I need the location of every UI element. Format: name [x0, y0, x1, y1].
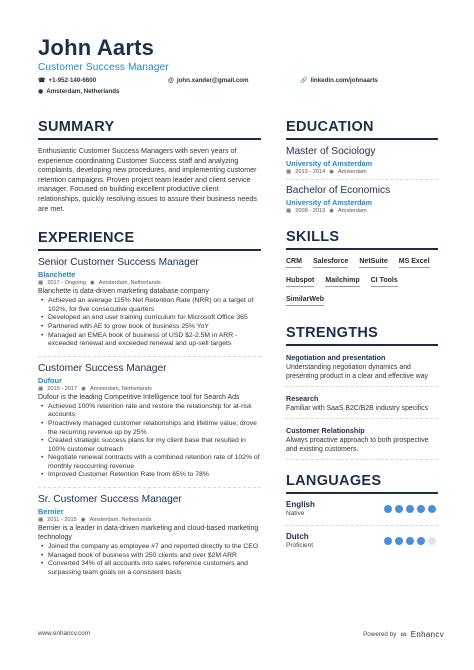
divider	[38, 356, 261, 357]
education-dates: 2013 - 2014	[295, 169, 326, 175]
job-location: Amsterdam, Netherlands	[98, 280, 161, 287]
company-description: Bernier is a leader in data-driven marketing and cloud-based marketing technology	[38, 525, 259, 542]
job-meta	[38, 386, 261, 392]
linkedin-text: linkedin.com/johnaarts	[310, 77, 378, 84]
email-contact	[168, 77, 249, 84]
bullet-item: • Achieved 100% retention rate and restore the relationship for at-risk accounts	[38, 403, 261, 420]
strengths-heading: STRENGTHS	[286, 324, 438, 346]
candidate-name: John Aarts	[38, 35, 155, 60]
education-list	[286, 146, 438, 218]
company-description: Dufour is the leading Competitive Intelligence tool for Search Ads	[38, 393, 240, 401]
divider	[38, 487, 261, 488]
candidate-role: Customer Success Manager	[38, 62, 169, 73]
strength-item	[286, 353, 438, 387]
experience-item	[38, 363, 261, 480]
brand-name: Enhancv	[410, 629, 444, 639]
education-item	[286, 185, 438, 218]
bullet-item: • Improved Customer Retention Rate from 65% to 78%	[38, 471, 261, 480]
rating-dot-filled	[395, 505, 403, 513]
map-pin-icon: ◉	[329, 169, 335, 175]
strength-description: Understanding negotiation dynamics and presenting product in a clear and effective way	[286, 364, 428, 380]
strength-title: Negotiation and presentation	[286, 353, 386, 362]
strength-description: Always proactive approach to both prospective and existing customers.	[286, 437, 429, 453]
job-dates: 2011 - 2015	[47, 517, 77, 524]
education-meta	[286, 208, 438, 214]
map-pin-icon: ◉	[81, 385, 87, 392]
rating-dot-filled	[406, 537, 414, 545]
job-bullets	[38, 297, 261, 349]
company-description: Blanchette is data-driven marketing database company	[38, 288, 209, 296]
location-text: Amsterdam, Netherlands	[46, 88, 120, 95]
job-title: Senior Customer Success Manager	[38, 257, 199, 269]
skill-tag: CI Tools	[371, 276, 398, 287]
calendar-icon: ▦	[38, 517, 44, 524]
skills-list	[286, 257, 438, 306]
powered-by-label: Powered by	[363, 630, 397, 638]
at-icon: @	[168, 77, 174, 84]
job-bullets	[38, 403, 261, 480]
degree-title: Master of Sociology	[286, 146, 376, 157]
language-level: Proficient	[286, 542, 314, 549]
linkedin-contact	[300, 77, 378, 84]
map-pin-icon: ◉	[329, 208, 335, 214]
job-bullets	[38, 543, 261, 577]
job-meta	[38, 517, 261, 523]
calendar-icon: ▦	[286, 208, 292, 214]
right-column	[286, 118, 438, 558]
rating-dot-filled	[384, 505, 392, 513]
languages-heading: LANGUAGES	[286, 472, 438, 494]
bullet-item: • Managed book of business with 250 clients and over $2M ARR	[38, 552, 261, 561]
school-name: University of Amsterdam	[286, 198, 373, 207]
education-meta	[286, 169, 438, 175]
bullet-item: • Developed an end user training curriculum for Microsoft Office 365	[38, 314, 261, 323]
skill-tag: Salesforce	[313, 257, 348, 268]
job-dates: 2015 - 2017	[47, 385, 78, 392]
job-location: Amsterdam, Netherlands	[89, 517, 152, 524]
rating-dot-filled	[395, 537, 403, 545]
education-location: Amsterdam	[338, 169, 367, 175]
company-name: Blanchette	[38, 270, 76, 280]
job-dates: 2017 - Ongoing	[47, 280, 86, 287]
contact-info	[38, 75, 444, 99]
job-meta	[38, 280, 261, 286]
link-icon: 🔗	[300, 78, 308, 84]
rating-dot-empty	[428, 537, 436, 545]
experience-heading: EXPERIENCE	[38, 229, 261, 251]
education-heading: EDUCATION	[286, 118, 438, 140]
calendar-icon: ▦	[38, 280, 44, 287]
left-column	[38, 118, 261, 577]
location-contact	[38, 88, 120, 95]
rating-dot-filled	[384, 537, 392, 545]
map-pin-icon: ◉	[38, 89, 44, 95]
experience-item	[38, 494, 261, 577]
skill-tag: Mailchimp	[325, 276, 359, 287]
degree-title: Bachelor of Economics	[286, 185, 391, 196]
job-location: Amsterdam, Netherlands	[90, 385, 152, 392]
phone-contact	[38, 77, 96, 84]
email-text: john.xander@gmail.com	[176, 77, 249, 84]
experience-item	[38, 257, 261, 349]
rating-dot-filled	[428, 505, 436, 513]
job-title: Sr. Customer Success Manager	[38, 494, 182, 506]
school-name: University of Amsterdam	[286, 159, 373, 168]
education-location: Amsterdam	[338, 208, 367, 214]
summary-heading: SUMMARY	[38, 118, 261, 140]
rating-dot-filled	[406, 505, 414, 513]
language-level: Native	[286, 510, 305, 517]
skill-tag: SimilarWeb	[286, 295, 324, 306]
phone-text: +1-952-140-6600	[48, 77, 97, 84]
resume-header	[38, 36, 444, 99]
strength-description: Familiar with SaaS B2C/B2B industry specifics	[286, 405, 429, 412]
skill-tag: MS Excel	[399, 257, 430, 268]
map-pin-icon: ◉	[80, 517, 86, 524]
skill-tag: Hubspot	[286, 276, 314, 287]
bullet-item: • Negotiate renewal contracts with a combined retention rate of 102% of monthly reoccurring revenue	[38, 454, 261, 471]
company-name: Dufour	[38, 375, 62, 385]
strength-title: Customer Relationship	[286, 426, 365, 435]
enhancv-logo-icon: ∞	[400, 629, 407, 639]
map-pin-icon: ◉	[89, 280, 95, 287]
language-rating	[384, 505, 436, 513]
rating-dot-filled	[417, 505, 425, 513]
rating-dot-filled	[417, 537, 425, 545]
powered-by	[363, 629, 444, 639]
strength-item	[286, 426, 438, 460]
bullet-item: • Managed an EMEA book of business of USD $2-2.5M in ARR - exceeded renewal and exceeded renewal and up-sell targets	[38, 332, 261, 349]
phone-icon: ☎	[38, 78, 46, 84]
bullet-item: • Partnered with AE to grow book of business 25% YoY	[38, 323, 261, 332]
language-rating	[384, 537, 436, 545]
skills-heading: SKILLS	[286, 228, 438, 250]
bullet-item: • Created strategic success plans for my client base that resulted in 100% customer outreach	[38, 437, 261, 454]
bullet-item: • Converted 34% of all accounts into sales reference customers and surpassing team goals on a consistent basis	[38, 560, 261, 577]
bullet-item: • Joined the company as employee #7 and reported directly to the CEO	[38, 543, 261, 552]
footer-site-link[interactable]: www.enhancv.com	[38, 630, 91, 637]
bullet-item: • Proactively managed customer relationships and lifetime value; drove the recurring revenue up by 25%	[38, 420, 261, 437]
education-dates: 2009 - 2013	[295, 208, 326, 214]
strength-title: Research	[286, 394, 319, 403]
language-name: Dutch	[286, 532, 309, 541]
language-item	[286, 532, 438, 558]
bullet-item: • Achieved an average 115% Net Retention Rate (NRR) on a target of 102%, for five consecutive quarters	[38, 297, 261, 314]
education-item	[286, 146, 438, 180]
company-name: Bernier	[38, 507, 64, 517]
summary-text: Enthusiastic Customer Success Managers with seven years of experience coordinating Customer Success staff and analyzing complaints, developing new procedures, and implementing customer retention campaigns. Proven project team leader and client service manager. Focused on building excellent productive client relationships, quickly resolving issues to assure their business needs are met.	[38, 146, 257, 213]
strength-item	[286, 394, 438, 419]
calendar-icon: ▦	[38, 385, 44, 392]
skill-tag: CRM	[286, 257, 302, 268]
language-name: English	[286, 500, 315, 509]
job-title: Customer Success Manager	[38, 362, 167, 374]
calendar-icon: ▦	[286, 169, 292, 175]
skill-tag: NetSuite	[359, 257, 387, 268]
language-item	[286, 500, 438, 526]
